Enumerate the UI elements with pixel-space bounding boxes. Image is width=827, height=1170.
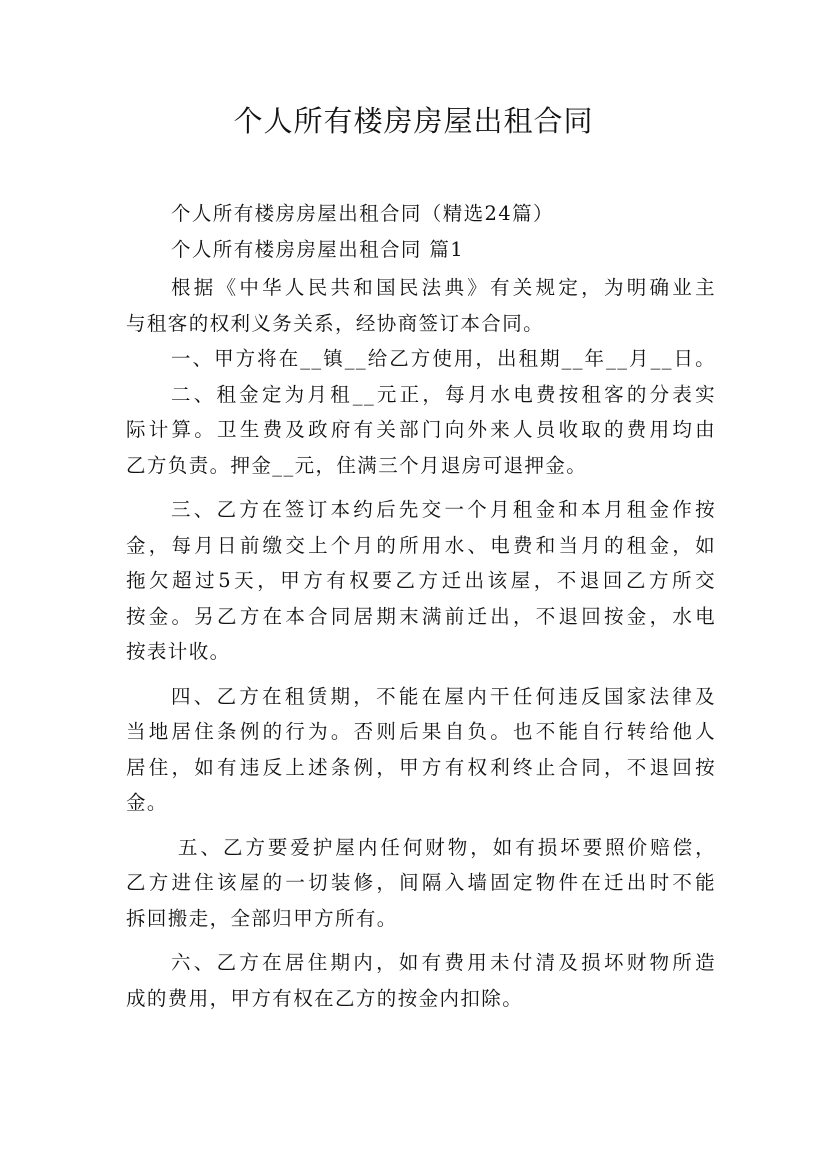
- text-line: 二、租金定为月租__元正，每月水电费按租客的分表实: [171, 382, 716, 406]
- text-line: 际计算。卫生费及政府有关部门向外来人员收取的费用均由: [126, 418, 716, 441]
- document-title: 个人所有楼房房屋出租合同: [233, 104, 594, 138]
- text-line: 按表计收。: [126, 640, 231, 663]
- paragraph-clause-5: [126, 830, 716, 937]
- paragraph-clause-1: [126, 341, 716, 377]
- text-line: 当地居住条例的行为。否则后果自负。也不能自行转给他人: [126, 720, 716, 743]
- text-line: 居住，如有违反上述条例，甲方有权利终止合同，不退回按: [126, 755, 716, 779]
- paragraph-clause-4: [126, 679, 716, 821]
- paragraph-clause-3: [126, 492, 716, 670]
- text-line: 金。: [126, 791, 168, 814]
- text-line: 乙方负责。押金__元，住满三个月退房可退押金。: [126, 453, 588, 477]
- section-heading: 个人所有楼房房屋出租合同 篇1: [171, 237, 465, 261]
- paragraph-clause-6: [126, 945, 716, 1016]
- document-body: [126, 196, 716, 1016]
- text-line: 乙方进住该屋的一切装修，间隔入墙固定物件在迁出时不能: [126, 871, 716, 894]
- text-line: 四、乙方在租赁期，不能在屋内干任何违反国家法律及: [171, 684, 716, 708]
- paragraph-clause-2: [126, 377, 716, 484]
- text-line: 六、乙方在居住期内，如有费用未付清及损坏财物所造: [171, 951, 716, 974]
- text-line: 金，每月日前缴交上个月的所用水、电费和当月的租金，如: [126, 533, 716, 557]
- text-line: 按金。另乙方在本合同居期末满前迁出，不退回按金，水电: [126, 604, 716, 628]
- text-line: 三、乙方在签订本约后先交一个月租金和本月租金作按: [171, 498, 716, 521]
- text-line: 根据《中华人民共和国民法典》有关规定，为明确业主: [171, 276, 716, 299]
- text-line: 一、甲方将在__镇__给乙方使用，出租期__年__月__日。: [171, 347, 716, 370]
- text-line: 五、乙方要爱护屋内任何财物，如有损坏要照价赔偿，: [178, 835, 716, 859]
- text-line: 与租客的权利义务关系，经协商签订本合同。: [126, 311, 545, 335]
- subtitle-line: 个人所有楼房房屋出租合同（精选24篇）: [171, 202, 554, 225]
- text-line: 拆回搬走，全部归甲方所有。: [126, 906, 398, 930]
- paragraph-intro: [126, 270, 716, 341]
- text-line: 拖欠超过5天，甲方有权要乙方迁出该屋，不退回乙方所交: [126, 569, 716, 592]
- text-line: 成的费用，甲方有权在乙方的按金内扣除。: [126, 986, 524, 1010]
